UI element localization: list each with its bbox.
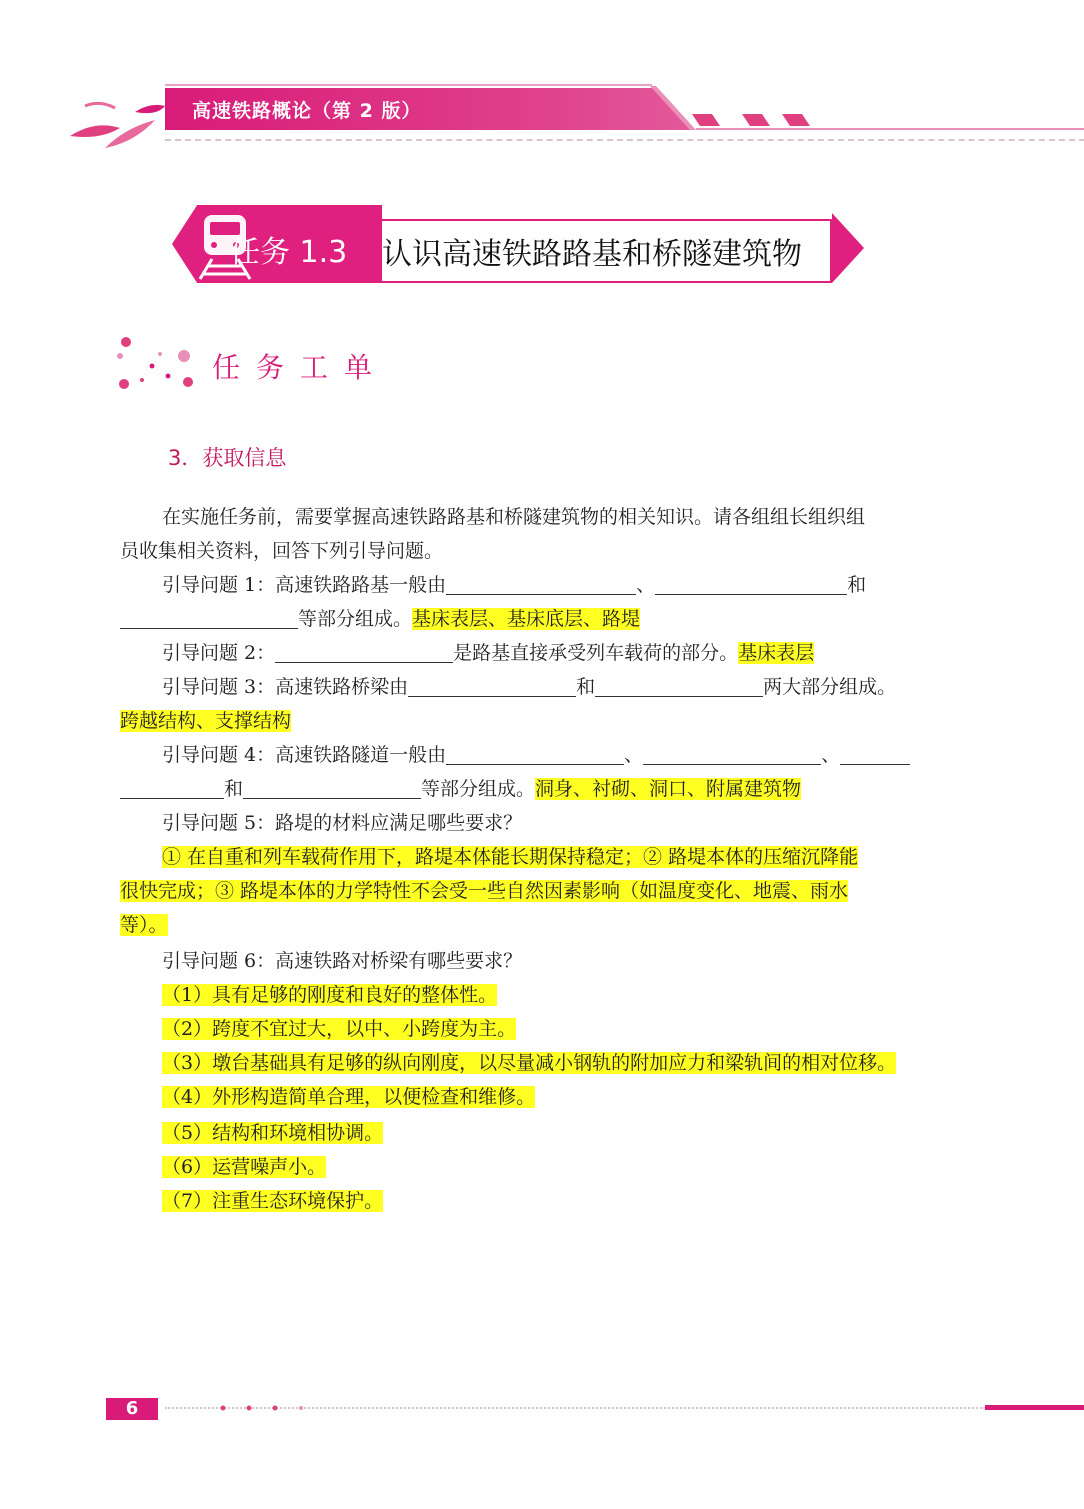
question-6-answer-5: （5）结构和环境相协调。 [162,1122,384,1144]
task-title: 认识高速铁路路基和桥隧建筑物 [382,237,802,272]
answer-highlight: 跨越结构、支撑结构 [120,710,292,732]
header-dashed-line [165,139,1084,141]
answer-blank [120,608,298,629]
intro-line-1: 在实施任务前，需要掌握高速铁路路基和桥隧建筑物的相关知识。请各组组长组织组 [162,506,866,528]
answer-highlight: 基床表层 [738,642,815,664]
footer-petals-icon [215,1398,315,1418]
subheading: 3．获取信息 [168,446,287,470]
answer-blank [446,744,624,765]
answer-blank [408,676,576,697]
question-1: 引导问题 1：高速铁路路基一般由 、 和 [162,574,867,596]
question-3: 引导问题 3：高速铁路桥梁由 和 两大部分组成。 [162,676,897,698]
question-6-answer-7: （7）注重生态环境保护。 [162,1190,384,1212]
answer-blank [243,778,421,799]
task-banner [172,205,872,285]
answer-blank [655,574,847,595]
page-number: 6 [106,1398,158,1420]
answer-blank [275,642,453,663]
question-5-answer-2: 很快完成；③ 路堤本体的力学特性不会受一些自然因素影响（如温度变化、地震、雨水 [120,880,849,902]
footer-accent-bar [985,1405,1084,1410]
question-3-answer [120,704,940,738]
petal-decoration-icon [65,98,175,153]
question-4-cont: 和 等部分组成。洞身、衬砌、洞口、附属建筑物 [120,772,940,806]
page-header [0,0,1084,160]
answer-highlight: 基床表层、基床底层、路堤 [412,608,641,630]
answer-blank [643,744,821,765]
question-6-answer-4: （4）外形构造简单合理，以便检查和维修。 [162,1086,536,1108]
answer-blank [446,574,636,595]
question-5-answer-3: 等）。 [120,914,168,936]
question-6-answer-6: （6）运营噪声小。 [162,1156,327,1178]
intro-line-2: 员收集相关资料，回答下列引导问题。 [120,540,444,562]
answer-blank [840,744,910,765]
header-stripes-icon [650,86,1084,130]
question-5: 引导问题 5：路堤的材料应满足哪些要求？ [162,812,523,834]
question-6-answer-1: （1）具有足够的刚度和良好的整体性。 [162,984,498,1006]
book-title: 高速铁路概论（第 2 版） [192,100,422,122]
question-1-cont: 等部分组成。基床表层、基床底层、路堤 [120,602,940,636]
question-6-answer-3: （3）墩台基础具有足够的纵向刚度，以尽量减小钢轨的附加应力和梁轨间的相对位移。 [162,1052,897,1074]
question-5-answer-1: ① 在自重和列车载荷作用下，路堤本体能长期保持稳定；② 路堤本体的压缩沉降能 [162,846,859,868]
answer-blank [120,778,224,799]
task-number: 任务 1.3 [230,235,348,270]
question-6-answer-2: （2）跨度不宜过大，以中、小跨度为主。 [162,1018,517,1040]
question-4: 引导问题 4：高速铁路隧道一般由 、 、 [120,738,940,772]
flower-decoration-icon [112,326,202,396]
section-title: 任务工单 [212,351,389,384]
header-top-line [165,84,652,86]
task-arrow-icon [832,213,864,283]
question-2: 引导问题 2： 是路基直接承受列车载荷的部分。基床表层 [162,642,815,664]
answer-blank [595,676,763,697]
question-6: 引导问题 6：高速铁路对桥梁有哪些要求？ [162,950,523,972]
answer-highlight: 洞身、衬砌、洞口、附属建筑物 [535,778,802,800]
